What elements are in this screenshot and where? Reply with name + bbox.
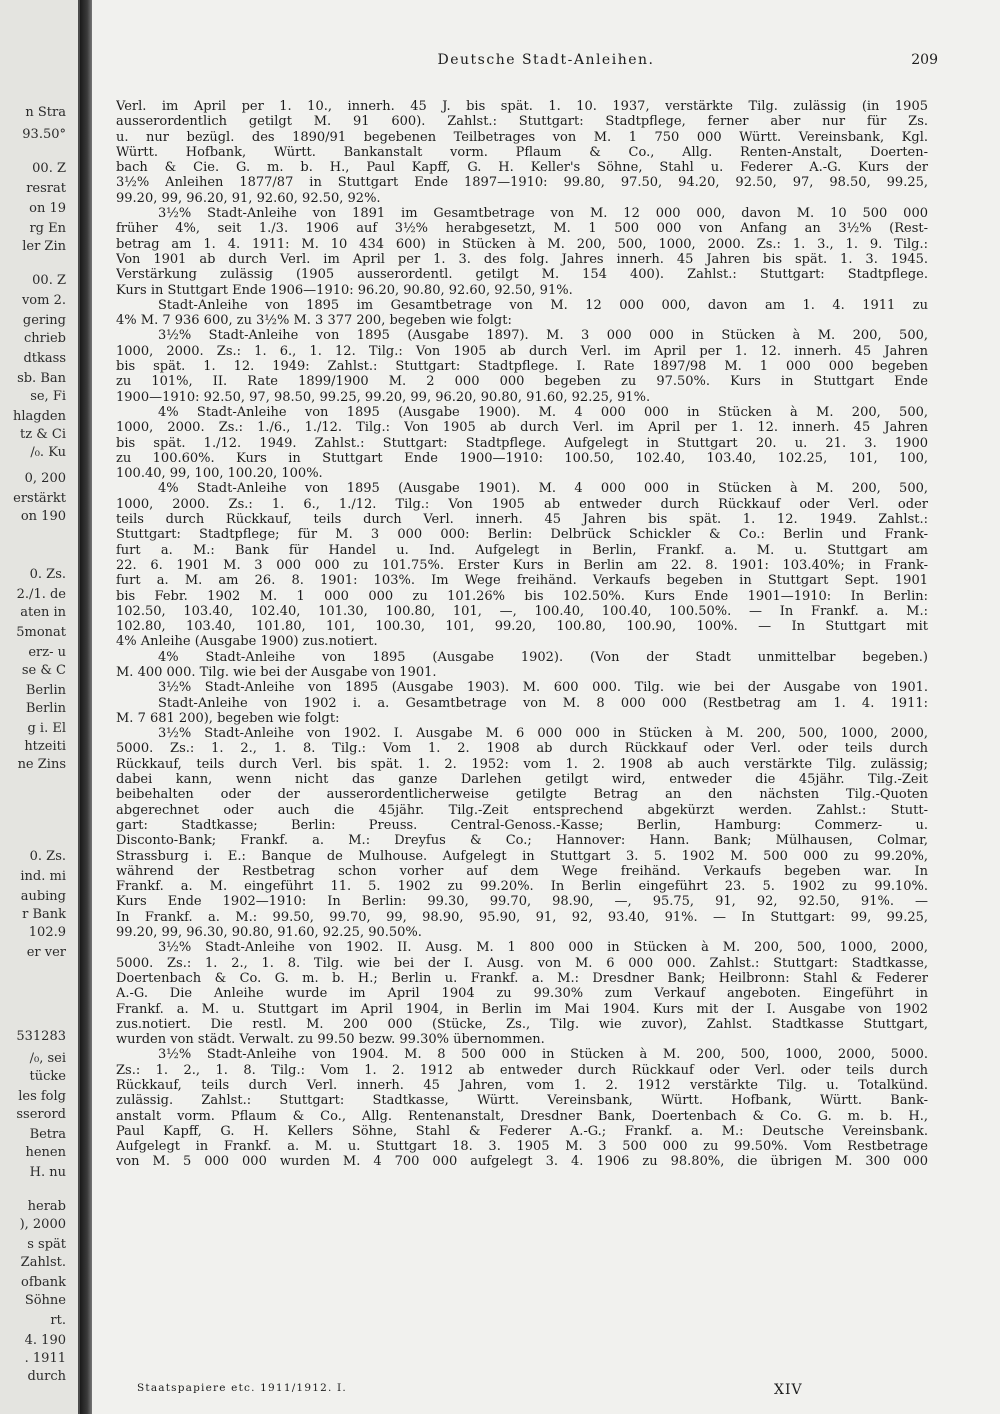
adjacent-page-fragment: H. nu [29,1165,66,1180]
text-line: 99.20, 99, 96.30, 90.80, 91.60, 92.25, 90.50%. [116,925,422,941]
text-line: 102.50, 103.40, 102.40, 101.30, 100.80, 101, —, 100.40, 100.40, 100.50%. — In Frankf. a. M.: [116,603,928,619]
text-line: Stadt-Anleihe von 1895 im Gesamtbetrage von M. 12 000 000, davon am 1. 4. 1911 zu [158,297,928,313]
adjacent-page-fragment: tücke [29,1069,66,1084]
text-line: zulässig. Zahlst.: Stuttgart: Stadtkasse, Württ. Vereinsbank, Württ. Hofbank, Württ. Bank- [116,1093,928,1109]
text-line: abgerechnet oder auch die 45jähr. Tilg.-Zeit entsprechend abgekürzt werden. Zahlst.: Stutt- [116,802,928,818]
adjacent-page-fragment: les folg [18,1089,66,1104]
text-line: 1000, 2000. Zs.: 1./6., 1./12. Tilg.: Von 1905 ab durch Verl. im April per 1. 12. innerh. 45 Jahren [116,420,928,436]
adjacent-page-fragment: 0, 200 [24,471,66,486]
text-line: Aufgelegt in Frankf. a. M. u. Stuttgart 18. 3. 1905 M. 3 500 000 zu 99.50%. Vom Restbetrage [116,1139,928,1155]
adjacent-page-fragment: er ver [26,945,66,960]
adjacent-page-fragment: 0. Zs. [29,849,66,864]
adjacent-page-fragment: ind. mi [20,869,66,884]
adjacent-page-fragment: Berlin [25,683,66,698]
text-line: Rückkauf, teils durch Verl. bis spät. 1. 2. 1952: vom 1. 2. 1908 ab auch verstärkte Tilg. zulässig; [116,756,928,772]
text-line: bach & Cie. G. m. b. H., Paul Kapff, G. H. Keller's Söhne, Stahl u. Federer A.-G. Kurs der [116,160,928,176]
adjacent-page-fragment: ler Zin [22,239,66,254]
page-gutter [80,0,92,1414]
text-line: In Frankf. a. M.: 99.50, 99.70, 99, 98.90, 95.90, 91, 92, 93.40, 91%. — In Stuttgart: 99, 99.25, [116,909,928,925]
text-line: zus.notiert. Die restl. M. 200 000 (Stücke, Zs., Tilg. wie zuvor), Zahlst. Stadtkasse Stuttgart, [116,1016,928,1032]
sheet-signature: XIV [774,1382,803,1398]
text-line: Kurs Ende 1902—1910: In Berlin: 99.30, 99.70, 98.90, —, 95.75, 91, 92, 92.50, 91%. — [116,894,928,910]
adjacent-page-fragment: 00. Z [32,273,66,288]
adjacent-page-fragment: /₀, sei [29,1051,66,1066]
text-line: M. 7 681 200), begeben wie folgt: [116,710,340,726]
text-line: Doertenbach & Co. G. m. b. H.; Berlin u. Frankf. a. M.: Dresdner Bank; Heilbronn: Stahl & Federer [116,970,928,986]
text-line: Paul Kapff, G. H. Kellers Söhne, Stahl & Federer A.-G.; Frankf. a. M.: Deutsche Vereinsbank. [116,1123,928,1139]
main-page [92,0,1000,1414]
text-line: 3½% Stadt-Anleihe von 1895 (Ausgabe 1903). M. 600 000. Tilg. wie bei der Ausgabe von 1901. [158,680,928,696]
adjacent-page-fragment: erz- u [28,645,66,660]
text-line: 5000. Zs.: 1. 2., 1. 8. Tilg.: Vom 1. 2. 1908 ab durch Rückkauf oder Verl. oder teils durch [116,741,928,757]
text-line: dabei kann, wenn nicht das ganze Darlehen getilgt wird, entweder die 45jähr. Tilg.-Zeit [116,772,928,788]
text-line: 3½% Stadt-Anleihe von 1895 (Ausgabe 1897). M. 3 000 000 in Stücken à M. 200, 500, [158,328,928,344]
text-line: Stadt-Anleihe von 1902 i. a. Gesamtbetrage von M. 8 000 000 (Restbetrag am 1. 4. 1911: [158,695,928,711]
text-body [116,99,928,1170]
text-line: Verl. im April per 1. 10., innerh. 45 J. bis spät. 1. 10. 1937, verstärkte Tilg. zulässig (in 1905 [116,99,928,114]
adjacent-page-fragment: 0. Zs. [29,567,66,582]
text-line: 1000, 2000. Zs.: 1. 6., 1. 12. Tilg.: Von 1905 ab durch Verl. im April per 1. 12. innerh. 45 Jahren [116,343,928,359]
text-line: Frankf. a. M. u. Stuttgart im April 1904, in Berlin im Mai 1904. Kurs mit der I. Ausgabe von 1902 [116,1001,928,1017]
text-line: furt a. M.: Bank für Handel u. Ind. Aufgelegt in Berlin, Frankf. a. M. u. Stuttgart am [116,542,928,558]
text-line: u. nur bezügl. des 1890/91 begebenen Teilbetrages von M. 1 750 000 Württ. Vereinsbank, Kgl. [116,129,928,145]
text-line: 22. 6. 1901 M. 3 000 000 zu 101.75%. Erster Kurs in Berlin am 22. 8. 1901: 103.40%; in Frank- [116,557,928,573]
text-line: 4% Stadt-Anleihe von 1895 (Ausgabe 1902). (Von der Stadt unmittelbar begeben.) [158,649,928,665]
text-line: Frankf. a. M. eingeführt 11. 5. 1902 zu 99.20%. In Berlin eingeführt 23. 5. 1902 zu 99.10%. [116,879,928,895]
text-line: 4% M. 7 936 600, zu 3½% M. 3 377 200, begeben wie folgt: [116,313,512,329]
adjacent-page-fragment: rt. [50,1313,66,1328]
adjacent-page-fragment: s spät [27,1237,66,1252]
adjacent-page-fragment: Söhne [24,1293,66,1308]
page-header [92,52,1000,76]
text-line: Württ. Hofbank, Württ. Bankanstalt vorm. Pflaum & Co., Allg. Renten-Anstalt, Doerten- [116,144,928,160]
adjacent-page-fragment: vom 2. [21,293,66,308]
adjacent-page-fragment: tz & Ci [19,427,66,442]
text-line: zu 100.60%. Kurs in Stuttgart Ende 1900—1910: 100.50, 102.40, 103.40, 102.25, 101, 100, [116,450,928,466]
adjacent-page-fragment: on 19 [29,201,66,216]
text-line: 1900—1910: 92.50, 97, 98.50, 99.25, 99.20, 99, 96.20, 90.80, 91.60, 92.25, 91%. [116,389,651,405]
text-line: 4% Anleihe (Ausgabe 1900) zus.notiert. [116,634,378,650]
text-line: 3½% Stadt-Anleihe von 1891 im Gesamtbetrage von M. 12 000 000, davon M. 10 500 000 [158,206,928,222]
adjacent-page-fragment: r Bank [22,907,66,922]
adjacent-page-fragment: g i. El [27,721,66,736]
text-line: 3½% Stadt-Anleihe von 1902. I. Ausgabe M. 6 000 000 in Stücken à M. 200, 500, 1000, 2000, [158,726,928,742]
adjacent-page-fragment: ne Zins [17,757,66,772]
text-line: beibehalten oder der ausserordentlicherweise getilgte Betrag an den nächsten Tilg.-Quoten [116,787,928,803]
text-line: zu 101%, II. Rate 1899/1900 M. 2 000 000 begeben zu 97.50%. Kurs in Stuttgart Ende [116,374,928,390]
adjacent-page-fragment: se & C [21,663,66,678]
text-line: anstalt vorm. Pflaum & Co., Allg. Rentenanstalt, Dresdner Bank, Doertenbach & Co. G. m. b. H., [116,1108,928,1124]
adjacent-page-fragment: 4. 190 [24,1333,66,1348]
text-line: 4% Stadt-Anleihe von 1895 (Ausgabe 1900). M. 4 000 000 in Stücken à M. 200, 500, [158,404,928,420]
adjacent-page-fragment: aubing [20,889,66,904]
adjacent-page-fragment: ofbank [21,1275,66,1290]
adjacent-page-fragment: sserord [16,1107,66,1122]
text-line: 100.40, 99, 100, 100.20, 100%. [116,466,323,482]
text-line: ausserordentlich getilgt M. 91 600). Zahlst.: Stuttgart: Stadtpflege, ferner aber nur für Zs. [116,114,928,130]
adjacent-page-fragment: 93.50° [22,127,66,142]
text-line: bis spät. 1. 12. 1949: Zahlst.: Stuttgart: Stadtpflege. I. Rate 1897/98 M. 1 000 000 begeben [116,359,928,375]
text-line: Strassburg i. E.: Banque de Mulhouse. Aufgelegt in Stuttgart 3. 5. 1902 M. 500 000 zu 99.20%, [116,848,928,864]
footer-note: Staatspapiere etc. 1911/1912. I. [137,1382,347,1394]
adjacent-page-fragment: ), 2000 [19,1217,66,1232]
adjacent-page-fragment: henen [25,1145,66,1160]
adjacent-page-fragment: rg En [29,221,66,236]
text-line: früher 4%, seit 1./3. 1906 auf 3½% herabgesetzt, M. 1 500 000 von Anfang an 3½% (Rest- [116,221,928,237]
text-line: während der Restbetrag schon vorher auf dem Wege freihänd. Verkaufs begeben war. In [116,863,928,879]
adjacent-page-fragment: 531283 [16,1029,66,1044]
text-line: furt a. M. am 26. 8. 1901: 103%. Im Wege freihänd. Verkaufs begeben in Stuttgart Sept. 1901 [116,573,928,589]
adjacent-page-fragment: Zahlst. [20,1255,66,1270]
text-line: 5000. Zs.: 1. 2., 1. 8. Tilg. wie bei der I. Ausg. von M. 6 000 000. Zahlst.: Stuttgart: Stadtkasse, [116,955,928,971]
adjacent-page-fragment: aten in [20,605,66,620]
text-line: Disconto-Bank; Frankf. a. M.: Dreyfus & Co.; Hannover: Hann. Bank; Mülhausen, Colmar, [116,833,928,849]
page-footer [92,1382,1000,1402]
adjacent-page-fragment: sb. Ban [17,371,66,386]
adjacent-page-fragment: 102.9 [28,925,66,940]
adjacent-page-fragment: erstärkt [13,491,66,506]
text-line: Rückkauf, teils durch Verl. innerh. 45 Jahren, vom 1. 2. 1912 verstärkte Tilg. u. Totalkünd. [116,1078,928,1093]
text-line: von M. 5 000 000 wurden M. 4 700 000 aufgelegt 3. 4. 1906 zu 98.80%, die übrigen M. 300 000 [116,1154,928,1170]
adjacent-page-fragment: hlagden [13,409,66,424]
text-line: gart: Stadtkasse; Berlin: Preuss. Central-Genoss.-Kasse; Berlin, Hamburg: Commerz- u. [116,817,928,833]
adjacent-page-fragment: gering [22,313,66,328]
adjacent-page-fragment: resrat [26,181,66,196]
adjacent-page-fragment: n Stra [25,105,66,120]
adjacent-page-fragment: se, Fi [30,389,66,404]
adjacent-page-fragment: 5monat [16,625,66,640]
text-line: bis spät. 1./12. 1949. Zahlst.: Stuttgart: Stadtpflege. Aufgelegt in Stuttgart 20. u. 21. 3. 1900 [116,435,928,451]
adjacent-page-fragment: htzeiti [24,739,66,754]
adjacent-page-fragment: 2./1. de [16,587,66,602]
text-line: 3½% Stadt-Anleihe von 1904. M. 8 500 000 in Stücken à M. 200, 500, 1000, 2000, 5000. [158,1047,928,1063]
adjacent-page-fragment: chrieb [23,331,66,346]
adjacent-page-fragment: Betra [29,1127,66,1142]
text-line: Verstärkung zulässig (1905 ausserordentl. getilgt M. 154 400). Zahlst.: Stuttgart: Stadtpflege. [116,267,928,283]
adjacent-page-fragment: on 190 [20,509,66,524]
text-line: Kurs in Stuttgart Ende 1906—1910: 96.20, 90.80, 92.60, 92.50, 91%. [116,282,573,298]
text-line: betrag am 1. 4. 1911: M. 10 434 600) in Stücken à M. 200, 500, 1000, 2000. Zs.: 1. 3., 1. 9. Tilg.: [116,236,928,252]
adjacent-page-fragment: dtkass [23,351,66,366]
adjacent-page-fragment: durch [27,1369,66,1384]
text-line: 102.80, 103.40, 101.80, 101, 100.30, 101, 99.20, 100.80, 100.90, 100%. — In Stuttgart mit [116,619,928,635]
text-line: wurden von städt. Verwalt. zu 99.50 bezw. 99.30% übernommen. [116,1032,545,1048]
adjacent-page-fragment: . 1911 [24,1351,66,1366]
text-line: bis Febr. 1902 M. 1 000 000 zu 101.26% bis 102.50%. Kurs Ende 1901—1910: In Berlin: [116,588,928,604]
page-number: 209 [911,52,938,68]
text-line: Stuttgart: Stadtpflege; für M. 3 000 000: Berlin: Delbrück Schickler & Co.: Berlin und Frank- [116,527,928,543]
text-line: A.-G. Die Anleihe wurde im April 1904 zu 99.30% zum Verkauf angeboten. Eingeführt in [116,986,928,1002]
running-title: Deutsche Stadt-Anleihen. [437,52,655,68]
text-line: 1000, 2000. Zs.: 1. 6., 1./12. Tilg.: Von 1905 ab entweder durch Rückkauf oder Verl. oder [116,496,928,512]
text-line: 3½% Anleihen 1877/87 in Stuttgart Ende 1897—1910: 99.80, 97.50, 94.20, 92.50, 97, 98.50, 99.25, [116,175,928,191]
adjacent-page-fragment: /₀. Ku [30,445,66,460]
adjacent-page-fragment: 00. Z [32,161,66,176]
text-line: M. 400 000. Tilg. wie bei der Ausgabe von 1901. [116,664,437,680]
text-line: Von 1901 ab durch Verl. im April per 1. 3. des folg. Jahres innerh. 45 Jahren bis spät. 1. 3. 1945. [116,251,928,267]
adjacent-page-fragment: Berlin [25,701,66,716]
text-line: 4% Stadt-Anleihe von 1895 (Ausgabe 1901). M. 4 000 000 in Stücken à M. 200, 500, [158,481,928,497]
text-line: 3½% Stadt-Anleihe von 1902. II. Ausg. M. 1 800 000 in Stücken à M. 200, 500, 1000, 2000, [158,940,928,956]
adjacent-page-fragment: herab [27,1199,66,1214]
text-line: 99.20, 99, 96.20, 91, 92.60, 92.50, 92%. [116,190,381,206]
text-line: teils durch Rückkauf, teils durch Verl. innerh. 45 Jahren bis spät. 1. 12. 1949. Zahlst.: [116,512,928,528]
text-line: Zs.: 1. 2., 1. 8. Tilg.: Vom 1. 2. 1912 ab entweder durch Rückkauf oder Verl. oder teils durch [116,1062,928,1078]
adjacent-page-strip [0,0,80,1414]
